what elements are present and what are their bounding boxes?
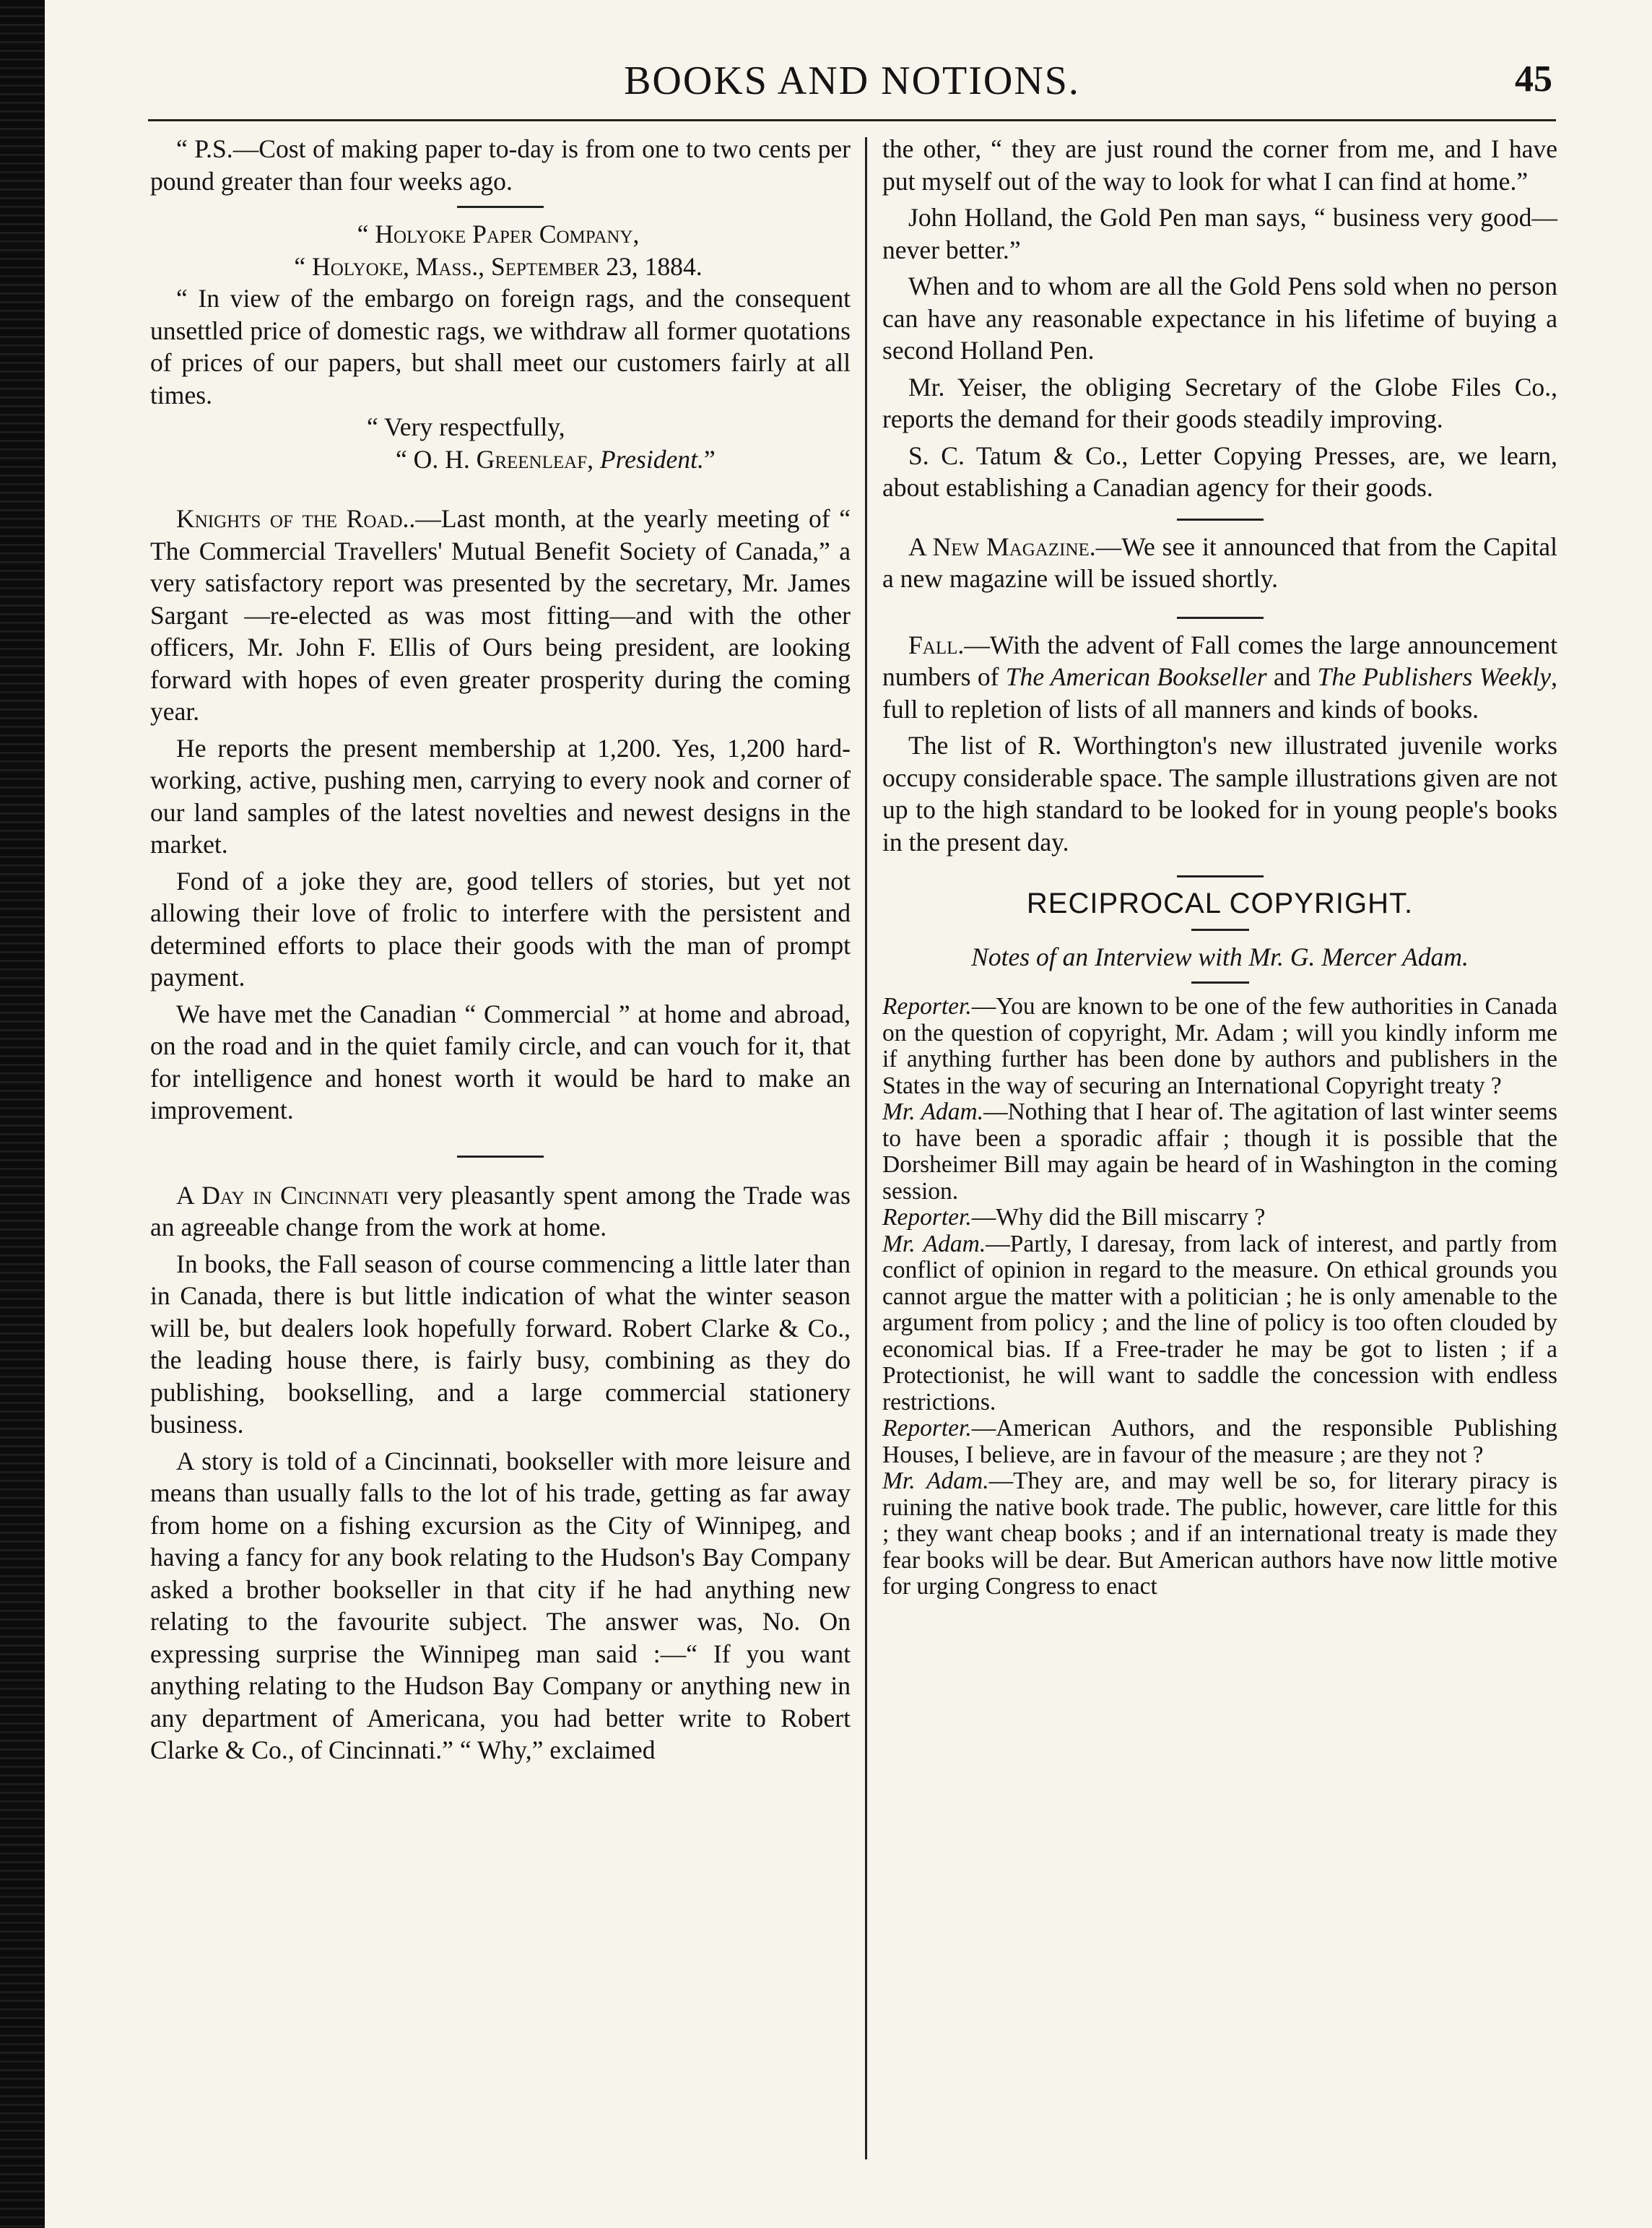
ps-paragraph: “ P.S.—Cost of making paper to-day is from one to two cents per pound greater than four weeks ago. — [150, 134, 851, 196]
letter-signature: “ O. H. Greenleaf, President.” — [396, 444, 716, 474]
spacer — [150, 475, 851, 503]
section-subheading: Notes of an Interview with Mr. G. Mercer Adam. — [971, 942, 1469, 971]
magazine-heading: A New Magazine. — [908, 532, 1096, 561]
section-rule — [457, 1156, 544, 1158]
interview-line: Mr. Adam.—Nothing that I hear of. The agitation of last winter seems to have been a sporadic affair ; though it is possible that the Dorsheimer Bill may again be heard of in Washington in the coming session. — [882, 1098, 1557, 1205]
commercial-paragraph: We have met the Canadian “ Commercial ” at home and abroad, on the road and in the quiet family circle, and can vouch for it, that for intelligence and honest worth it would be hard to make an improvement. — [150, 999, 851, 1124]
cincinnati-paragraph: A Day in Cincinnati very pleasantly spent among the Trade was an agreeable change from the work at home. — [150, 1180, 851, 1241]
signature-name: “ O. H. Greenleaf, — [396, 444, 594, 474]
interview-line: Reporter.—You are known to be one of the few authorities in Canada on the question of copyright, Mr. Adam ; will you kindly inform me if anything further has been done by authors and publishers in the States in the way of securing an International Copyright treaty ? — [882, 993, 1557, 1099]
running-title: BOOKS AND NOTIONS. — [624, 58, 1080, 103]
signature-title: President. — [599, 444, 704, 474]
letter-body: “ In view of the embargo on foreign rags, and the consequent unsettled price of domestic rags, we withdraw all former quotations of prices of our papers, but shall meet our customers fairly at all times. — [150, 284, 851, 409]
interview-line: Reporter.—Why did the Bill miscarry ? — [882, 1204, 1266, 1231]
section-rule — [1191, 981, 1249, 984]
magazine-paragraph: A New Magazine.—We see it announced that from the Capital a new magazine will be issued shortly. — [882, 532, 1557, 593]
fall-season-paragraph: In books, the Fall season of course commencing a little later than in Canada, there is but little indication of what the winter season will be, but dealers look hopefully forward. Robert Clarke & Co., the leading house there, is fairly busy, combining as they do publishing, bookselling, and a large commercial stationery business. — [150, 1249, 851, 1439]
holland-paragraph: John Holland, the Gold Pen man says, “ business very good—never better.” — [882, 203, 1557, 264]
section-rule — [1177, 617, 1264, 619]
publication-title: The Publishers Weekly — [1317, 662, 1552, 691]
section-rule — [1177, 519, 1264, 521]
pens-paragraph: When and to whom are all the Gold Pens sold when no person can have any reasonable expectance in his lifetime of buying a second Holland Pen. — [882, 272, 1557, 365]
column-divider — [865, 137, 867, 2159]
right-column — [882, 133, 1557, 1600]
publication-title: The American Bookseller — [1005, 662, 1267, 691]
interview-line: Mr. Adam.—Partly, I daresay, from lack of interest, and partly from conflict of opinion in regard to the measure. On ethical grounds you cannot argue the matter with a politician ; he is only amenable to the argument from policy ; and the line of policy is too often clouded by economical bias. If a Free-trader he may be got to listen ; if a Protectionist, he will want to saddle the concession with endless restrictions. — [882, 1230, 1557, 1416]
page-binding-edge — [0, 0, 45, 2228]
yeiser-paragraph: Mr. Yeiser, the obliging Secretary of the Globe Files Co., reports the demand for their goods steadily improving. — [882, 372, 1557, 433]
letter-head-place-date: “ Holyoke, Mass., September 23, 1884. — [294, 251, 703, 281]
knights-heading: Knights of the Road.. — [176, 504, 416, 533]
interview-body — [882, 994, 1557, 1600]
fall-heading: Fall. — [908, 630, 965, 659]
section-heading: RECIPROCAL COPYRIGHT. — [1026, 888, 1414, 919]
corner-paragraph: the other, “ they are just round the corner from me, and I have put myself out of the way to look for what I can find at home.” — [882, 134, 1557, 196]
page-header — [152, 58, 1552, 108]
tatum-paragraph: S. C. Tatum & Co., Letter Copying Presses, are, we learn, about establishing a Canadian agency for their goods. — [882, 441, 1557, 502]
fall-paragraph: Fall.—With the advent of Fall comes the large announcement numbers of The American Bookseller and The Publishers Weekly, full to repletion of lists of all manners and kinds of books. — [882, 630, 1557, 724]
interview-line: Mr. Adam.—They are, and may well be so, for literary piracy is ruining the native book trade. The public, however, care little for this ; they want cheap books ; and if an international treaty is made they fear books will be dear. But American authors have now little motive for urging Congress to enact — [882, 1468, 1558, 1600]
interview-line: Reporter.—American Authors, and the responsible Publishing Houses, I believe, are in favour of the measure ; are they not ? — [882, 1415, 1557, 1468]
cincinnati-heading: A Day in Cincinnati — [176, 1180, 389, 1210]
story-paragraph: A story is told of a Cincinnati, bookseller with more leisure and means than usually falls to the lot of his trade, getting as far away from home on a fishing excursion as the City of Winnipeg, and having a fancy for any book relating to the Hudson's Bay Company asked a brother bookseller in that city if he had anything new relating to the favourite subject. The answer was, No. On expressing surprise the Winnipeg man said :—“ If you want anything relating to the Hudson Bay Company or anything new in any department of Americana, you had better write to Robert Clarke & Co., of Cincinnati.” “ Why,” exclaimed — [150, 1446, 851, 1764]
page-number: 45 — [1515, 58, 1552, 100]
letter-closing: “ Very respectfully, — [367, 412, 565, 441]
joke-paragraph: Fond of a joke they are, good tellers of stories, but yet not allowing their love of frolic to interfere with the persistent and determined efforts to place their goods with the man of prompt payment. — [150, 866, 851, 992]
header-rule — [148, 119, 1556, 121]
knights-paragraph: Knights of the Road..—Last month, at the yearly meeting of “ The Commercial Travellers' Mutual Benefit Society of Canada,” a very satisfactory report was presented by the secretary, Mr. James Sargant —re-elected as was most fitting—and with the other officers, Mr. John F. Ellis of Ours being president, are looking forward with hopes of even greater prosperity during the coming year. — [150, 504, 851, 726]
membership-paragraph: He reports the present membership at 1,200. Yes, 1,200 hard-working, active, pushing men, carrying to every nook and corner of our land samples of the latest novelties and newest designs in the market. — [150, 733, 851, 859]
letter-head-company: “ Holyoke Paper Company, — [357, 220, 640, 248]
section-rule — [457, 206, 544, 208]
worthington-paragraph: The list of R. Worthington's new illustrated juvenile works occupy considerable space. The sample illustrations given are not up to the high standard to be looked for in young people's books in the present day. — [882, 731, 1557, 857]
section-rule — [1177, 875, 1264, 877]
section-rule — [1191, 929, 1249, 931]
left-column — [150, 133, 851, 1767]
